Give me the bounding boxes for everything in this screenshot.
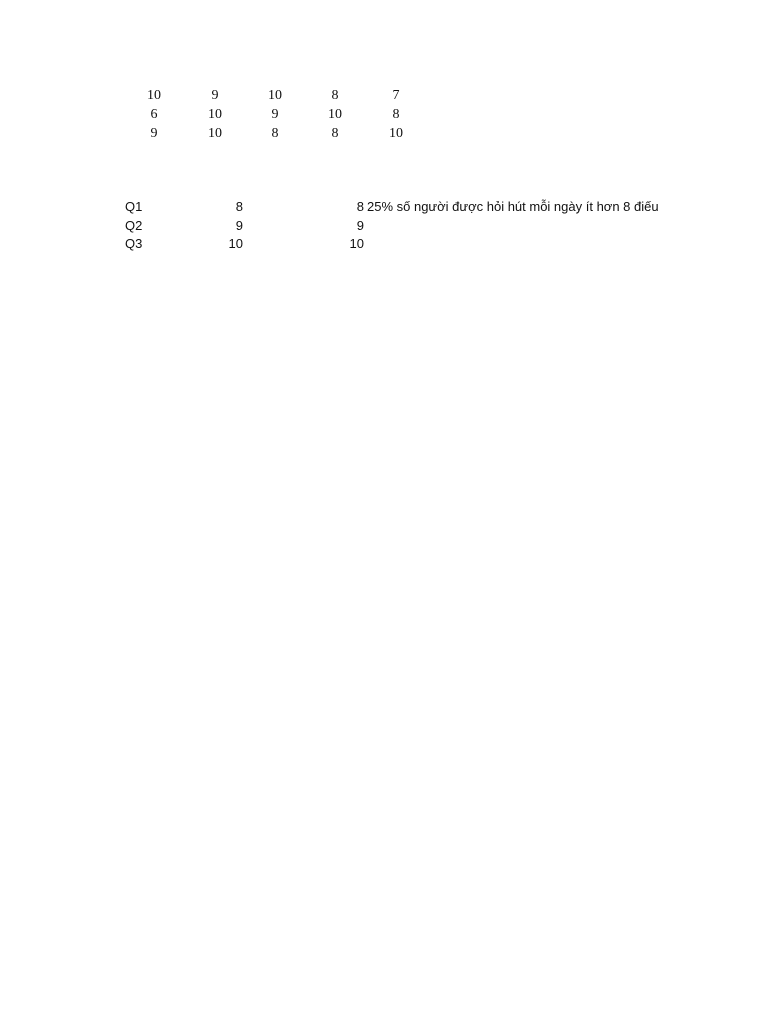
data-row: [0, 86, 768, 105]
data-row: [0, 124, 768, 143]
quartile-value-b[interactable]: 10: [349, 236, 364, 251]
data-cell[interactable]: 9: [211, 88, 219, 103]
quartile-label[interactable]: Q1: [125, 199, 143, 214]
data-cell[interactable]: 7: [392, 88, 400, 103]
quartile-value-b[interactable]: 8: [356, 199, 364, 214]
data-cell[interactable]: 9: [271, 107, 279, 122]
quartile-row-q1: [0, 198, 768, 217]
data-cell[interactable]: 9: [150, 126, 158, 141]
data-cell[interactable]: 10: [208, 107, 222, 122]
quartile-value-a[interactable]: 10: [228, 236, 243, 251]
data-cell[interactable]: 8: [331, 88, 339, 103]
quartile-value-a[interactable]: 8: [235, 199, 243, 214]
data-cell[interactable]: 10: [147, 88, 161, 103]
data-cell[interactable]: 8: [331, 126, 339, 141]
data-row: [0, 105, 768, 124]
quartile-label[interactable]: Q2: [125, 217, 143, 233]
quartile-value-b[interactable]: 9: [356, 217, 364, 233]
data-cell[interactable]: 6: [150, 107, 158, 122]
quartile-value-a[interactable]: 9: [235, 217, 243, 233]
data-cell[interactable]: 8: [392, 107, 400, 122]
data-cell[interactable]: 8: [271, 126, 279, 141]
data-cell[interactable]: 10: [328, 107, 342, 122]
data-cell[interactable]: 10: [268, 88, 282, 103]
quartile-table: [0, 198, 768, 254]
data-cell[interactable]: 10: [208, 126, 222, 141]
quartile-label[interactable]: Q3: [125, 236, 143, 251]
data-cell[interactable]: 10: [389, 126, 403, 141]
quartile-note[interactable]: 25% số người được hỏi hút mỗi ngày ít hơn 8 điếu: [367, 199, 659, 214]
data-grid: [0, 86, 768, 143]
quartile-row-q3: [0, 235, 768, 254]
quartile-row-q2: [0, 217, 768, 236]
